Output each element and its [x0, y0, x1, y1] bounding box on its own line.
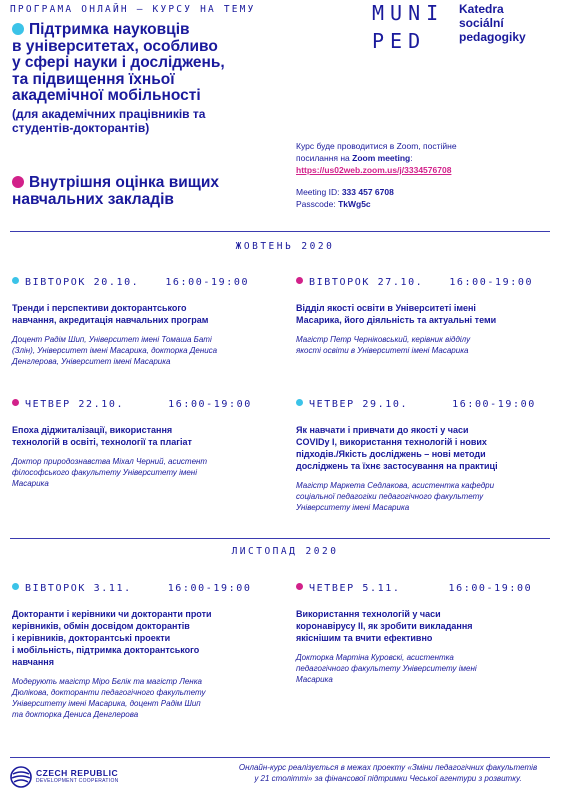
- session-time: 16:00-19:00: [449, 277, 534, 288]
- topic-1-audience: [12, 107, 302, 135]
- session-card: [296, 399, 556, 513]
- session-speaker-line: якості освіти в Університеті імені Масарика: [296, 346, 469, 355]
- meeting-id-label: Meeting ID:: [296, 187, 342, 197]
- session-speaker-line: Денглерова, Університет імені Масарика: [12, 357, 171, 366]
- session-time: 16:00-19:00: [165, 277, 250, 288]
- session-speaker-line: Університету імені Масарика: [296, 503, 410, 512]
- session-speakers: [12, 456, 272, 489]
- session-time: 16:00-19:00: [167, 583, 252, 594]
- session-card: [12, 277, 272, 367]
- divider: [10, 757, 550, 758]
- zoom-intro: :: [410, 153, 413, 163]
- zoom-meeting-label: Zoom meeting: [352, 153, 411, 163]
- topic-2: [12, 174, 302, 208]
- session-title-line: Відділ якості освіти в Університеті імені: [296, 303, 476, 313]
- divider: [10, 231, 550, 232]
- session-time: 16:00-19:00: [452, 399, 536, 410]
- cyan-dot-icon: [12, 277, 19, 284]
- session-header: [296, 277, 556, 288]
- globe-icon: [10, 766, 32, 788]
- session-speakers: [12, 334, 272, 367]
- topic-1-audience-line: (для академічних працівників та: [12, 106, 206, 121]
- department-label: [459, 2, 526, 44]
- session-speaker-line: (Злін), Університет імені Масарика, докторка Дениса: [12, 346, 218, 355]
- month-november: ЛИСТОПАД 2020: [231, 546, 339, 557]
- topic-1-line: та підвищення їхньої: [12, 70, 175, 88]
- topic-2-line: навчальних закладів: [12, 191, 174, 208]
- session-speaker-line: Доцент Радім Шип, Університет імені Томаша Баті: [12, 335, 212, 344]
- session-day: ВІВТОРОК 20.10.: [25, 277, 140, 288]
- session-title-line: Епоха діджиталізації, використання: [12, 425, 173, 435]
- zoom-intro: Курс буде проводитися в Zoom, постійне: [296, 141, 457, 151]
- session-title-line: керівників, обмін досвідом докторантів: [12, 621, 190, 631]
- session-header: [296, 399, 556, 410]
- passcode: TkWg5c: [338, 199, 371, 209]
- footer-note-line: Онлайн-курс реалізується в межах проекту «Зміни педагогічних факультетів: [238, 763, 538, 772]
- session-speaker-line: та докторка Дениса Денглерова: [12, 710, 139, 719]
- topic-1-audience-line: студентів-докторантів): [12, 120, 150, 135]
- session-day: ВІВТОРОК 3.11.: [25, 583, 132, 594]
- session-title: [296, 302, 556, 326]
- logo-line-1: MUNI: [372, 1, 445, 25]
- session-speaker-line: Масарика: [296, 675, 333, 684]
- session-title-line: коронавірусу ІІ, як зробити викладання: [296, 621, 473, 631]
- topic-2-line: Внутрішня оцінка вищих: [29, 174, 219, 191]
- session-day: ЧЕТВЕР 29.10.: [309, 399, 409, 410]
- session-title: [296, 424, 556, 472]
- topic-1: [12, 22, 302, 135]
- session-card: [12, 399, 272, 489]
- session-header: [296, 583, 556, 594]
- meeting-id: 333 457 6708: [341, 187, 394, 197]
- zoom-info: [296, 140, 566, 210]
- session-card: [296, 277, 556, 356]
- session-title-line: і керівників, докторантські проекти: [12, 633, 171, 643]
- session-time: 16:00-19:00: [448, 583, 533, 594]
- session-title: [12, 608, 272, 668]
- session-speaker-line: філософського факультету Університету імені: [12, 468, 197, 477]
- muni-ped-logo: [372, 2, 444, 52]
- magenta-dot-icon: [12, 176, 24, 188]
- session-speaker-line: Доктор природознавства Міхал Черний, асистент: [12, 457, 208, 466]
- session-title: [296, 608, 556, 644]
- divider: [10, 538, 550, 539]
- footer-note-line: у 21 столітті» за фінансової підтримки Чеської агентури з розвитку.: [254, 774, 522, 783]
- session-speaker-line: Дюлікова, докторанти педагогічного факультету: [12, 688, 206, 697]
- cyan-dot-icon: [12, 23, 24, 35]
- topic-1-line: Підтримка науковців: [29, 21, 190, 38]
- session-title-line: і мобільність, підтримка докторантського: [12, 645, 200, 655]
- session-speaker-line: соціальної педагогіки педагогічного факультету: [296, 492, 484, 501]
- session-title-line: навчання, акредитація навчальних програм: [12, 315, 209, 325]
- session-header: [12, 583, 272, 594]
- session-title-line: підходів./Якість досліджень – нові методи: [296, 449, 486, 459]
- department-label-line: sociální: [459, 16, 504, 30]
- session-speaker-line: Докторка Мартіна Куровскі, асистентка: [296, 653, 454, 662]
- session-speakers: [296, 480, 556, 513]
- session-title-line: Тренди і перспективи докторантського: [12, 303, 187, 313]
- session-day: ЧЕТВЕР 22.10.: [25, 399, 125, 410]
- session-time: 16:00-19:00: [168, 399, 252, 410]
- zoom-link[interactable]: https://us02web.zoom.us/j/3334576708: [296, 165, 452, 175]
- topic-1-line: в університетах, особливо: [12, 37, 218, 55]
- session-card: [296, 583, 556, 685]
- session-speaker-line: Магістр Петр Черніковський, керівник відділу: [296, 335, 471, 344]
- session-day: ЧЕТВЕР 5.11.: [309, 583, 401, 594]
- session-title-line: навчання: [12, 657, 54, 667]
- session-speakers: [296, 652, 556, 685]
- session-title-line: Докторанти і керівники чи докторанти проти: [12, 609, 212, 619]
- session-speaker-line: Модерують магістр Міро Бєлік та магістр Ленка: [12, 677, 202, 686]
- footer-note: [218, 762, 558, 784]
- program-header: ПРОГРАМА ОНЛАЙН – КУРСУ НА ТЕМУ: [10, 4, 256, 15]
- month-october: ЖОВТЕНЬ 2020: [235, 241, 335, 252]
- topic-1-line: у сфері науки і досліджень,: [12, 54, 225, 71]
- session-title-line: COVIDу І, використання технологій і нових: [296, 437, 487, 447]
- session-speaker-line: педагогічного факультету Університету імені: [296, 664, 477, 673]
- session-title-line: досліджень та їхнє застосування на практиці: [296, 461, 498, 471]
- session-title-line: технологій в освіті, технології та плагіат: [12, 437, 192, 447]
- session-speakers: [12, 676, 272, 720]
- magenta-dot-icon: [12, 399, 19, 406]
- cyan-dot-icon: [296, 399, 303, 406]
- session-header: [12, 277, 272, 288]
- session-title-line: Використання технологій у часи: [296, 609, 441, 619]
- session-speaker-line: Університету імені Масарика, доцент Радім Шип: [12, 699, 201, 708]
- zoom-intro: посилання на: [296, 153, 353, 163]
- session-title-line: якіснішим та вчити ефективно: [296, 633, 433, 643]
- department-label-line: Katedra: [459, 2, 504, 16]
- passcode-label: Passcode:: [296, 199, 339, 209]
- session-day: ВІВТОРОК 27.10.: [309, 277, 424, 288]
- session-title-line: Як навчати і привчати до якості у часи: [296, 425, 469, 435]
- session-title-line: Масарика, його діяльність та актуальні теми: [296, 315, 497, 325]
- magenta-dot-icon: [296, 277, 303, 284]
- session-header: [12, 399, 272, 410]
- session-title: [12, 424, 272, 448]
- department-label-line: pedagogiky: [459, 30, 526, 44]
- logo-line-2: PED: [372, 29, 427, 53]
- session-title: [12, 302, 272, 326]
- logo-tagline: DEVELOPMENT COOPERATION: [36, 778, 119, 784]
- topic-1-line: академічної мобільності: [12, 87, 201, 104]
- session-speaker-line: Масарика: [12, 479, 49, 488]
- magenta-dot-icon: [296, 583, 303, 590]
- cyan-dot-icon: [12, 583, 19, 590]
- session-card: [12, 583, 272, 720]
- session-speaker-line: Магістр Маркета Седлакова, асистентка кафедри: [296, 481, 495, 490]
- logo-country: CZECH REPUBLIC: [36, 768, 119, 778]
- session-speakers: [296, 334, 556, 356]
